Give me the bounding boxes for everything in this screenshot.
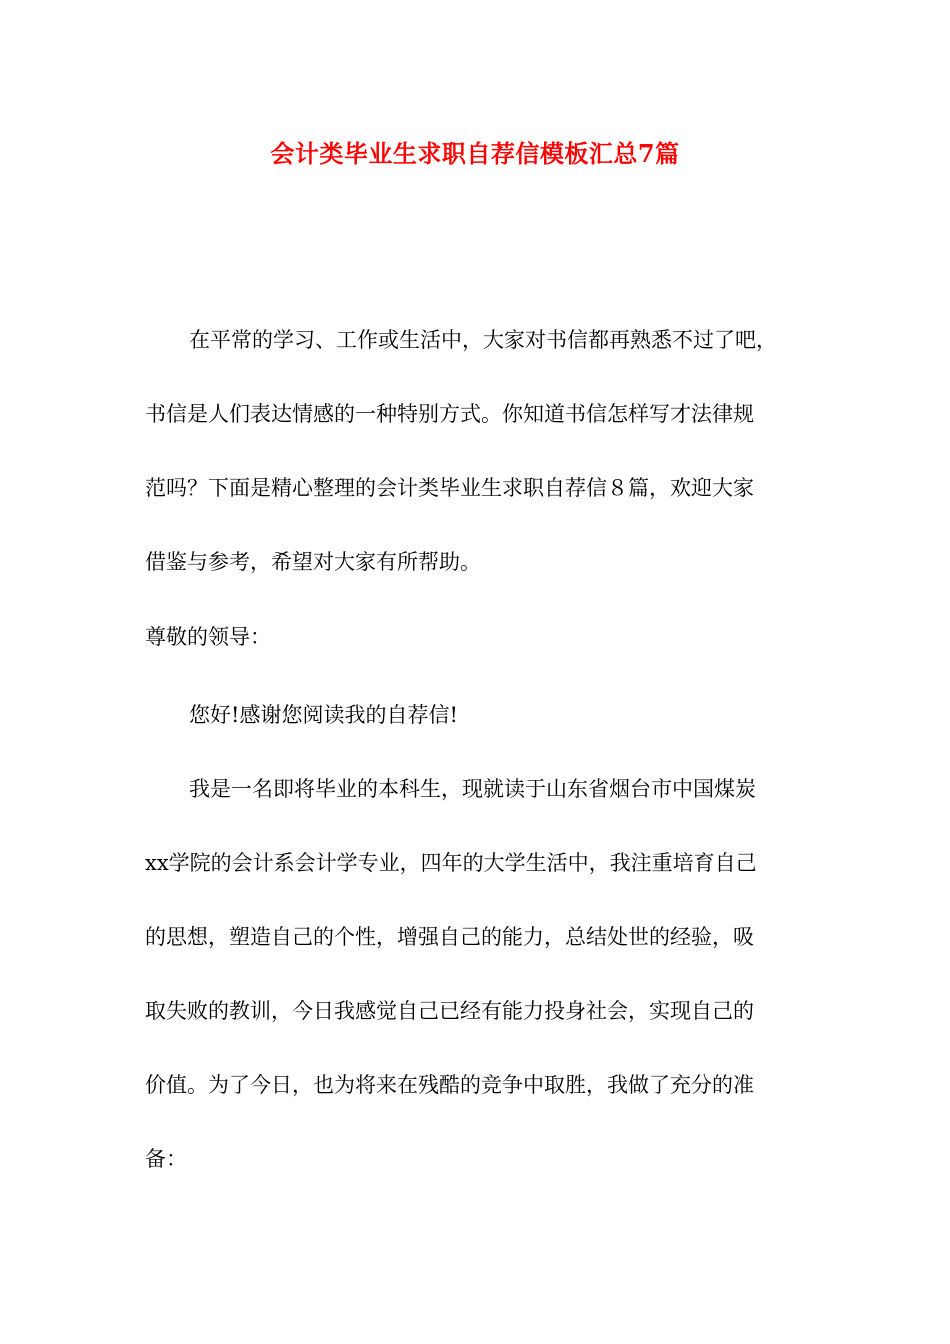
greeting — [145, 678, 810, 752]
body-line: 备： — [145, 1147, 187, 1171]
body-line: xx学院的会计系会计学专业，四年的大学生活中，我注重培育自己 — [145, 851, 757, 875]
intro-line: 书信是人们表达情感的一种特别方式。你知道书信怎样写才法律规 — [145, 402, 754, 426]
intro-line: 在平常的学习、工作或生活中，大家对书信都再熟悉不过了吧， — [189, 328, 777, 352]
body-paragraph — [145, 752, 810, 1196]
document-title: 会计类毕业生求职自荐信模板汇总7篇 — [270, 139, 680, 168]
body-line: 价值。为了今日，也为将来在残酷的竞争中取胜，我做了充分的准 — [145, 1073, 754, 1097]
intro-paragraph — [145, 303, 810, 599]
body-line: 的思想，塑造自己的个性，增强自己的能力，总结处世的经验，吸 — [145, 925, 754, 949]
intro-line: 借鉴与参考，希望对大家有所帮助。 — [145, 550, 481, 574]
intro-line: 范吗？下面是精心整理的会计类毕业生求职自荐信８篇，欢迎大家 — [145, 476, 754, 500]
greeting-text: 您好!感谢您阅读我的自荐信! — [189, 703, 458, 727]
body-line: 取失败的教训，今日我感觉自己已经有能力投身社会，实现自己的 — [145, 999, 754, 1023]
salutation — [145, 600, 810, 674]
salutation-text: 尊敬的领导： — [145, 625, 271, 649]
body-line: 我是一名即将毕业的本科生，现就读于山东省烟台市中国煤炭 — [189, 777, 756, 801]
